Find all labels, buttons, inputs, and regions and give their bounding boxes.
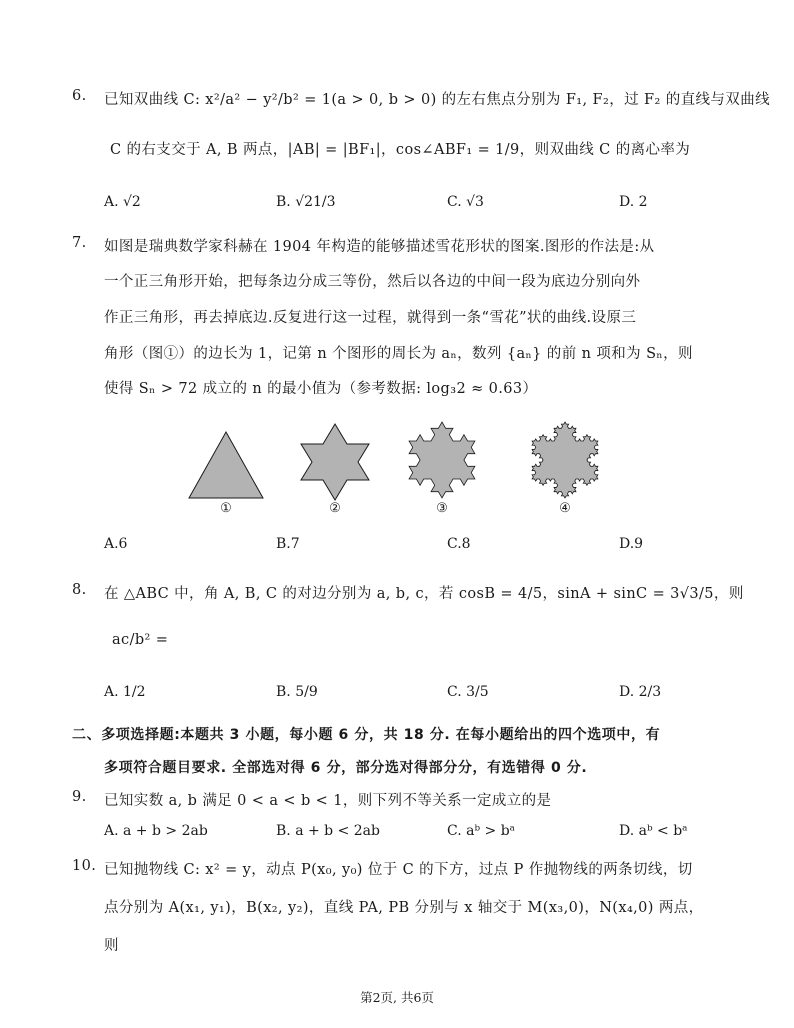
- q10-line-2: 点分别为 A(x₁, y₁)，B(x₂, y₂)，直线 PA, PB 分别与 x 轴交于 M(x₃,0)，N(x₄,0) 两点，: [104, 900, 704, 916]
- q8-option-a: A. 1/2: [104, 684, 146, 700]
- q7-option-d: D.9: [619, 536, 644, 552]
- q6-number: 6.: [72, 88, 87, 104]
- q9-option-d: D. aᵇ < bᵃ: [619, 823, 688, 839]
- q7-option-c: C.8: [447, 536, 471, 552]
- koch-iteration-3-shape: [409, 422, 475, 498]
- figure-label-2: ②: [329, 501, 341, 516]
- section-2-heading-line-1: 二、多项选择题:本题共 3 小题，每小题 6 分，共 18 分. 在每小题给出的四个选项中，有: [72, 727, 661, 743]
- q9-number: 9.: [72, 789, 87, 805]
- figure-koch-2: [297, 422, 373, 502]
- q8-option-c: C. 3/5: [447, 684, 489, 700]
- q8-line-2: ac/b² =: [112, 632, 169, 648]
- figure-label-3: ③: [436, 501, 448, 516]
- q8-number: 8.: [72, 582, 87, 598]
- q9-option-b: B. a + b < 2ab: [276, 823, 380, 839]
- q7-line-2: 一个正三角形开始，把每条边分成三等份，然后以各边的中间一段为底边分别向外: [104, 274, 641, 290]
- q7-line-3: 作正三角形，再去掉底边.反复进行这一过程，就得到一条“雪花”状的曲线.设原三: [104, 310, 637, 326]
- page-footer: 第2页, 共6页: [360, 990, 434, 1005]
- q6-option-b: B. √21/3: [276, 194, 336, 210]
- q9-option-a: A. a + b > 2ab: [104, 823, 208, 839]
- q7-line-1: 如图是瑞典数学家科赫在 1904 年构造的能够描述雪花形状的图案.图形的作法是:从: [104, 239, 655, 255]
- q9-option-c: C. aᵇ > bᵃ: [447, 823, 516, 839]
- q8-option-b: B. 5/9: [276, 684, 318, 700]
- q7-line-4: 角形（图①）的边长为 1，记第 n 个图形的周长为 aₙ，数列 {aₙ} 的前 n 项和为 Sₙ，则: [104, 346, 693, 362]
- koch-iteration-2-shape: [301, 424, 369, 500]
- section-2-heading-line-2: 多项符合题目要求. 全部选对得 6 分，部分选对得部分分，有选错得 0 分.: [104, 760, 588, 776]
- q7-option-a: A.6: [104, 536, 128, 552]
- q6-option-c: C. √3: [447, 194, 484, 210]
- q10-line-1: 已知抛物线 C: x² = y，动点 P(x₀, y₀) 位于 C 的下方，过点 P 作抛物线的两条切线，切: [104, 862, 693, 878]
- q7-option-b: B.7: [276, 536, 300, 552]
- q9-line-1: 已知实数 a, b 满足 0 < a < b < 1，则下列不等关系一定成立的是: [104, 793, 552, 809]
- q7-number: 7.: [72, 235, 87, 251]
- q10-line-3: 则: [104, 938, 119, 954]
- q8-option-d: D. 2/3: [619, 684, 662, 700]
- figure-label-1: ①: [220, 501, 232, 516]
- q6-line-2: C 的右支交于 A, B 两点，|AB| = |BF₁|，cos∠ABF₁ = 1/9，则双曲线 C 的离心率为: [110, 142, 691, 158]
- q6-option-a: A. √2: [104, 194, 141, 210]
- figure-label-4: ④: [559, 501, 571, 516]
- figure-koch-1: [186, 430, 266, 502]
- q10-number: 10.: [72, 858, 97, 874]
- q6-line-1: 已知双曲线 C: x²/a² − y²/b² = 1(a > 0, b > 0) 的左右焦点分别为 F₁, F₂，过 F₂ 的直线与双曲线: [104, 92, 770, 108]
- q8-line-1: 在 △ABC 中，角 A, B, C 的对边分别为 a, b, c，若 cosB = 4/5，sinA + sinC = 3√3/5，则: [104, 586, 744, 602]
- q6-option-d: D. 2: [619, 194, 648, 210]
- koch-iteration-4-shape: [532, 422, 598, 498]
- figure-koch-4: [520, 414, 610, 500]
- q7-line-5: 使得 Sₙ > 72 成立的 n 的最小值为（参考数据: log₃2 ≈ 0.63）: [104, 381, 538, 397]
- koch-iteration-1-shape: [189, 432, 263, 498]
- figure-koch-3: [402, 414, 482, 500]
